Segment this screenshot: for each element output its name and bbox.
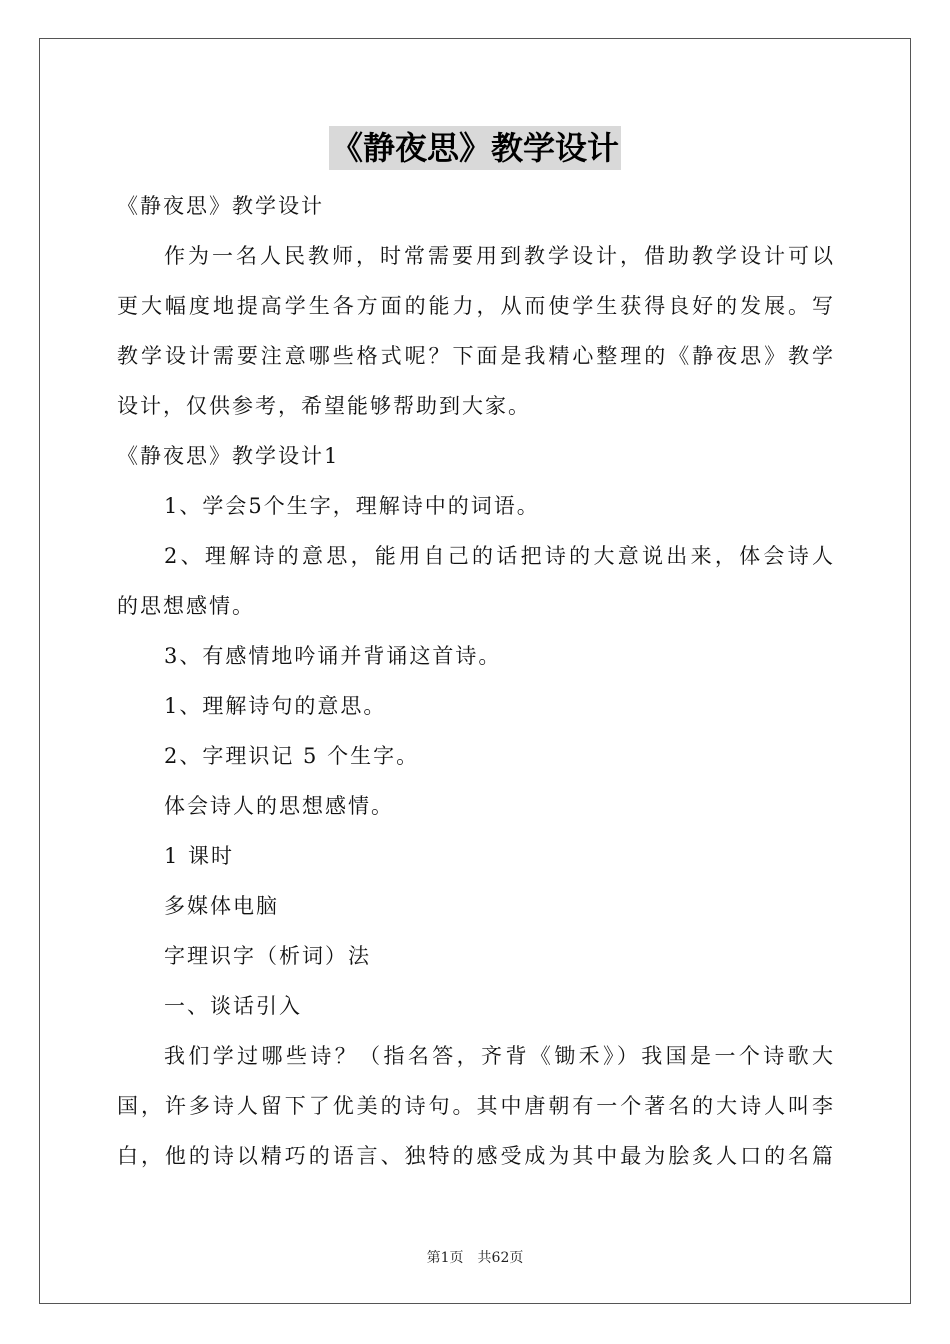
- text-line: 教学设计需要注意哪些格式呢？下面是我精心整理的《静夜思》教学: [117, 344, 833, 368]
- text-line: 《静夜思》教学设计: [117, 194, 324, 218]
- text-line: 白，他的诗以精巧的语言、独特的感受成为其中最为脍炙人口的名篇: [117, 1144, 833, 1168]
- title-container: [0, 126, 950, 170]
- text-line: 更大幅度地提高学生各方面的能力，从而使学生获得良好的发展。写: [117, 294, 833, 318]
- text-line: 《静夜思》教学设计1: [117, 444, 340, 468]
- document-body: [117, 181, 833, 1181]
- text-line: 3、有感情地吟诵并背诵这首诗。: [164, 644, 502, 668]
- text-line: 2、字理识记 5 个生字。: [164, 744, 420, 768]
- page-number: 第1页: [426, 1250, 464, 1266]
- text-line: 体会诗人的思想感情。: [164, 794, 394, 818]
- text-line: 设计，仅供参考，希望能够帮助到大家。: [117, 394, 531, 418]
- text-line: 我们学过哪些诗？（指名答，齐背《锄禾》）我国是一个诗歌大: [164, 1044, 833, 1068]
- text-line: 1、学会5个生字，理解诗中的词语。: [164, 494, 540, 518]
- text-line: 国，许多诗人留下了优美的诗句。其中唐朝有一个著名的大诗人叫李: [117, 1094, 833, 1118]
- text-line: 作为一名人民教师，时常需要用到教学设计，借助教学设计可以: [164, 244, 833, 268]
- text-line: 1 课时: [164, 844, 235, 868]
- page-total: 共62页: [477, 1250, 524, 1266]
- text-line: 1、理解诗句的意思。: [164, 694, 387, 718]
- text-line: 字理识字（析词）法: [164, 944, 371, 968]
- text-line: 一、谈话引入: [164, 994, 302, 1018]
- document-title: 《静夜思》教学设计: [329, 126, 621, 170]
- page-footer: [0, 1247, 950, 1267]
- text-line: 2、理解诗的意思，能用自己的话把诗的大意说出来，体会诗人: [164, 544, 833, 568]
- text-line: 多媒体电脑: [164, 894, 279, 918]
- text-line: 的思想感情。: [117, 594, 255, 618]
